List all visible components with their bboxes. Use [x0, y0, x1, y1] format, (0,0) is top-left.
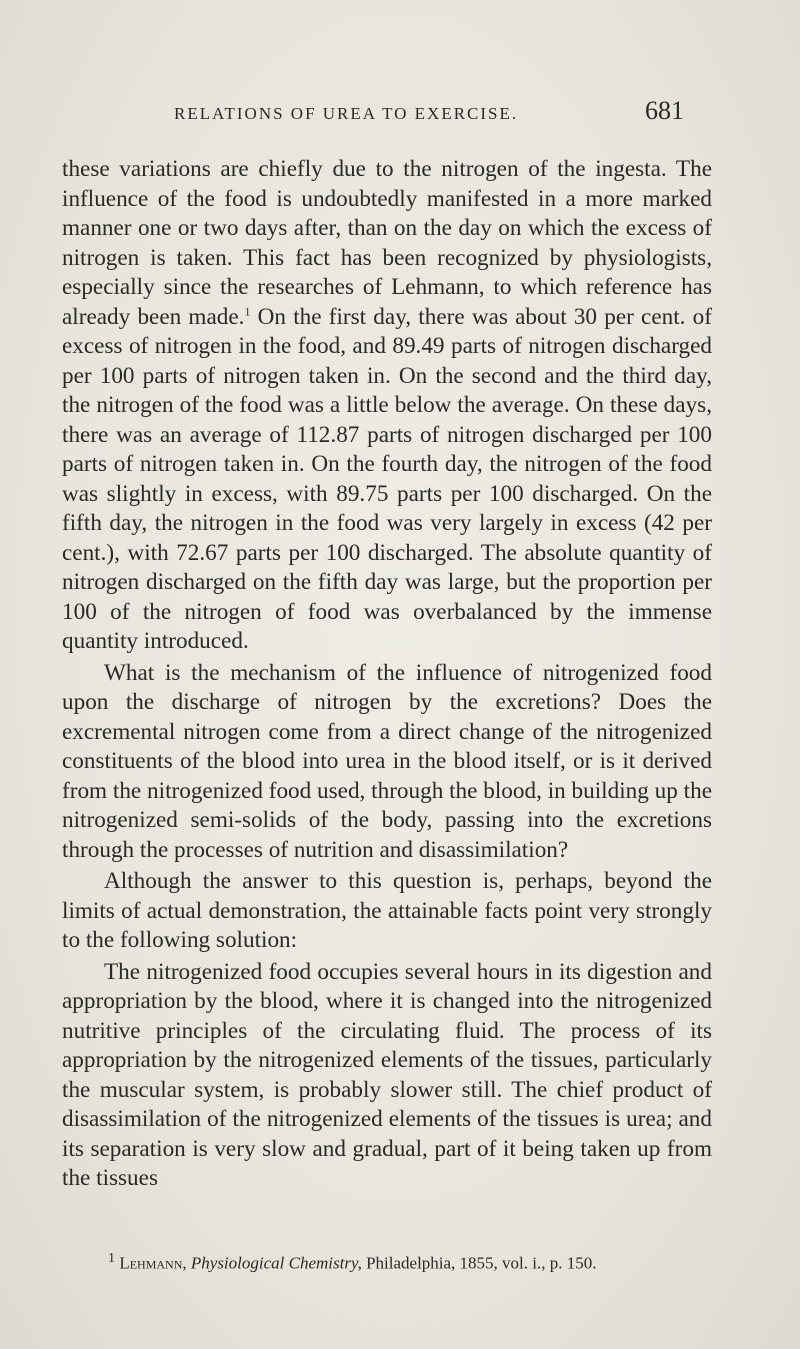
footnote [108, 1247, 728, 1275]
paragraph: Although the answer to this question is, perhaps, beyond the limits of actual demonstration, the attainable facts point very strongly to the following solution: [62, 868, 712, 953]
footnote-reference: 1 [244, 303, 251, 318]
page-header [62, 96, 684, 136]
footnote-number: 1 [108, 1250, 116, 1266]
footnote-title: Physiological Chemistry, [190, 1253, 362, 1273]
running-head: RELATIONS OF UREA TO EXERCISE. [174, 104, 519, 123]
body-text [62, 155, 712, 1194]
paragraph: What is the mechanism of the influence of nitrogenized food upon the discharge of nitrogen by the excretions? Does the excremental nitrogen come from a direct change of the nitrogenized constituents of the blood into urea in the blood itself, or is it derived from the nitrogenized food used, through the blood, in building up the nitrogenized semi-solids of the body, passing into the excretions through the processes of nutrition and disassimilation? [62, 659, 712, 863]
paragraph-text: On the first day, there was about 30 per cent. of excess of nitrogen in the food, and 89.49 parts of nitrogen discharged per 100 parts of nitrogen taken in. On the second and the third day, the nitrogen of the food was a little below the average. On these days, there was an average of 112.87 parts of nitrogen discharged per 100 parts of nitrogen taken in. On the fourth day, the nitrogen of the food was slightly in excess, with 89.75 parts per 100 discharged. On the fifth day, the nitrogen in the food was very largely in excess (42 per cent.), with 72.67 parts per 100 discharged. The absolute quantity of nitrogen discharged on the fifth day was large, but the proportion per 100 of the nitrogen of food was overbalanced by the immense quantity introduced. [62, 303, 713, 654]
paragraph [62, 155, 712, 657]
footnote-citation: Philadelphia, 1855, vol. i., p. 150. [366, 1253, 597, 1273]
page-number: 681 [645, 96, 684, 125]
paragraph-text: these variations are chiefly due to the nitrogen of the ingesta. The influence of the food is undoubtedly manifested in a more marked manner one or two days after, than on the day on which the excess of nitrogen is taken. This fact has been recognized by physiologists, especially since the researches of Lehmann, to which reference has already been made. [62, 156, 712, 330]
footnote-author: Lehmann, [119, 1253, 187, 1273]
paragraph: The nitrogenized food occupies several hours in its digestion and appropriation by the blood, where it is changed into the nitrogenized nutritive principles of the circulating fluid. The process of its appropriation by the nitrogenized elements of the tissues, particularly the muscular system, is probably slower still. The chief product of disassimilation of the nitrogenized elements of the tissues is urea; and its separation is very slow and gradual, part of it being taken up from the tissues [62, 958, 712, 1191]
